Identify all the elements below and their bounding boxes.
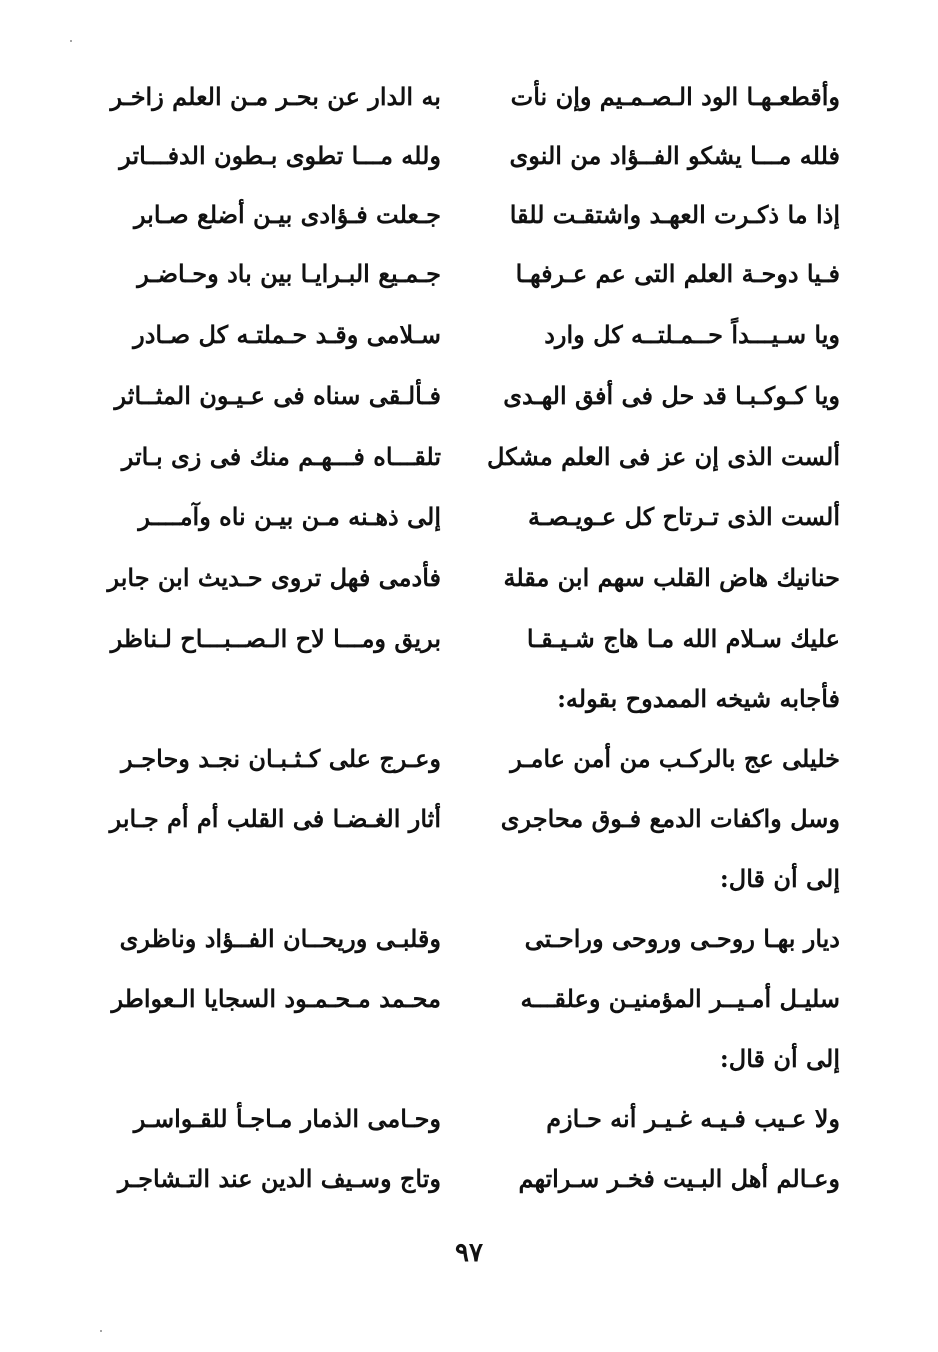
page-number: ٩٧ — [455, 1238, 483, 1268]
verse-first-hemistich: ولا عـيب فـيـه غـيـر أنه حـازم — [546, 1104, 840, 1133]
verse-second-hemistich: جـمـيع البـرايـا بين باد وحـاضـر — [137, 259, 441, 288]
verse-second-hemistich: سـلامى وقـد حـملتـه كل صـادر — [133, 320, 441, 349]
verse-second-hemistich: إلى ذهـنه مـن بيـن ناه وآمــــر — [138, 502, 441, 531]
verse-first-hemistich: خليلى عج بالركـب من أمن عامـر — [510, 744, 840, 773]
scan-speck — [70, 40, 72, 42]
verse-first-hemistich: وعـالم أهل البـيت فخـر سـراتهم — [518, 1164, 840, 1193]
prose-intro: إلى أن قال: — [719, 1044, 840, 1073]
verse-second-hemistich: وقلبـى وريحــان الفــؤاد وناظرى — [119, 924, 441, 953]
verse-first-hemistich: إذا ما ذكـرت العهـد واشتقـت للقا — [509, 200, 840, 229]
verse-first-hemistich: ألست الذى إن عز فى العلم مشكل — [487, 442, 840, 471]
verse-second-hemistich: جـعلت فـؤادى بيـن أضلع صـابر — [133, 200, 441, 229]
verse-first-hemistich: وأقطعـهـا الود الـصـمـيم وإن نأت — [510, 82, 840, 111]
verse-first-hemistich: فلله مـــا يشكو الفــؤاد من النوى — [509, 141, 840, 170]
verse-second-hemistich: بريق ومـــا لاح الـصــبـــاح لـناظر — [110, 624, 441, 653]
verse-second-hemistich: فـألـقى سناه فى عـيـون المثــاثر — [114, 381, 441, 410]
verse-first-hemistich: وسل واكفات الدمع فـوق محاجرى — [500, 804, 840, 833]
verse-second-hemistich: تلقـــاه فـــهـم منك فى زى بـاتر — [121, 442, 441, 471]
verse-first-hemistich: حنانيك هاض القلب سهم ابن مقلة — [503, 563, 840, 592]
verse-second-hemistich: به الدار عن بحـر مـن العلم زاخـر — [110, 82, 441, 111]
verse-second-hemistich: ولله مـــا تطوى بـطون الدفـــاتر — [119, 141, 441, 170]
verse-second-hemistich: وتاج وسـيف الدين عند التـشاجـر — [117, 1164, 441, 1193]
verse-first-hemistich: فـيا دوحـة العلم التى عم عـرفهـا — [515, 259, 840, 288]
verse-first-hemistich: ويا كـوكـبـا قد حل فى أفق الهـدى — [503, 381, 840, 410]
verse-second-hemistich: أثار الغـضـا فى القلب أم أم جـابر — [109, 804, 441, 833]
verse-second-hemistich: وحـامى الذمار مـاجـأ للقـواسـر — [133, 1104, 441, 1133]
verse-second-hemistich: فأدمى فهل تروى حـديث ابن جابر — [107, 563, 441, 592]
verse-first-hemistich: عليك سـلام الله مـا هاج شـيـقـا — [526, 624, 840, 653]
prose-intro: إلى أن قال: — [719, 864, 840, 893]
verse-first-hemistich: ألست الذى تـرتاح كل عـويـصـة — [528, 502, 840, 531]
verse-second-hemistich: وعـرج على كـثـبـان نجـد وحاجـر — [121, 744, 441, 773]
verse-first-hemistich: سليـل أمـيــر المؤمنيـن وعلقـــه — [520, 984, 840, 1013]
prose-intro: فأجابه شيخه الممدوح بقوله: — [557, 684, 840, 713]
verse-first-hemistich: ديار بهـا روحـى وروحى وراحـتى — [524, 924, 840, 953]
verse-second-hemistich: محـمد مـحـمـود السجايا الـعواطر — [111, 984, 441, 1013]
verse-first-hemistich: ويا سـيـــداً حــمـلتــه كل وارد — [544, 320, 840, 349]
scan-speck — [100, 1330, 102, 1332]
